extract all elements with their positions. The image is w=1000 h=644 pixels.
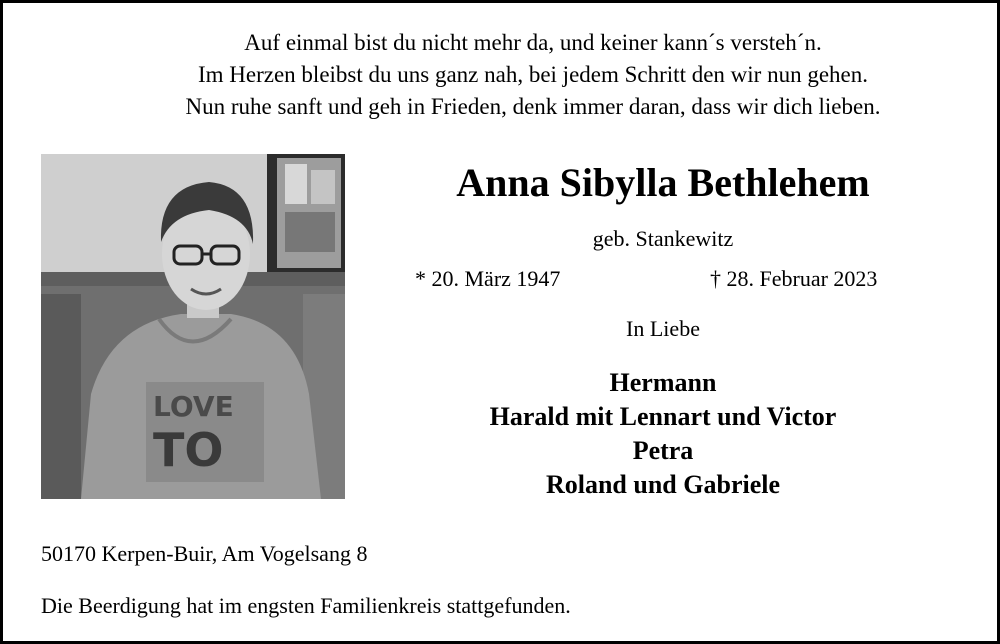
birth-date: * 20. März 1947 (415, 266, 561, 291)
mourner-name: Petra (632, 436, 694, 465)
poem-line: Auf einmal bist du nicht mehr da, und keiner kann´s versteh´n. (244, 30, 822, 55)
maiden-name: geb. Stankewitz (592, 226, 734, 251)
svg-text:TO: TO (153, 423, 224, 477)
death-date: † 28. Februar 2023 (710, 266, 878, 291)
svg-text:LOVE: LOVE (153, 390, 234, 423)
family-address: 50170 Kerpen-Buir, Am Vogelsang 8 (41, 541, 368, 566)
mourner-name: Hermann (609, 368, 717, 397)
mourners-list (323, 366, 1000, 502)
poem-line: Im Herzen bleibst du uns ganz nah, bei jedem Schritt den wir nun gehen. (197, 62, 868, 87)
memorial-poem (63, 27, 1000, 123)
mourner-name: Roland und Gabriele (545, 470, 781, 499)
mourner-name: Harald mit Lennart und Victor (489, 402, 837, 431)
mourners-intro: In Liebe (626, 316, 700, 341)
deceased-name: Anna Sibylla Bethlehem (456, 160, 870, 205)
poem-line: Nun ruhe sanft und geh in Frieden, denk immer daran, dass wir dich lieben. (185, 94, 881, 119)
portrait-photo (41, 154, 345, 499)
funeral-note: Die Beerdigung hat im engsten Familienkreis stattgefunden. (41, 593, 571, 618)
